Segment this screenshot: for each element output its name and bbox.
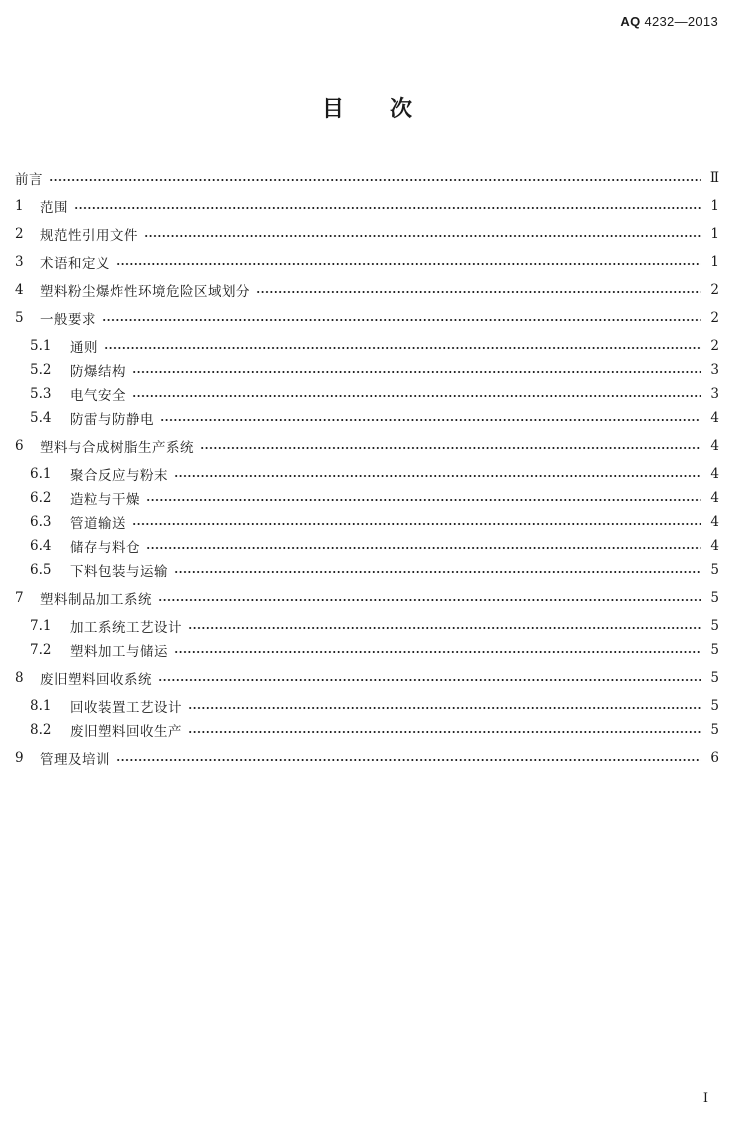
standard-number: 4232—2013 [644,14,718,29]
toc-entry-page: 1 [710,198,719,214]
toc-entry-text: 塑料粉尘爆炸性环境危险区域划分 [40,284,250,300]
toc-leader-dots [146,547,701,549]
toc-entry-text: 造粒与干燥 [70,492,140,508]
toc-entry-page: 3 [710,386,719,402]
toc-entry-text: 废旧塑料回收系统 [40,672,152,688]
toc-entry-text: 管理及培训 [40,752,110,768]
toc-entry[interactable] [15,280,719,300]
toc-leader-dots [158,599,701,601]
toc-entry[interactable] [15,436,719,456]
toc-entry-number: 3 [15,254,24,270]
toc-entry-page: 5 [710,670,719,686]
toc-entry[interactable] [15,252,719,272]
toc-entry-text: 管道输送 [70,516,126,532]
toc-entry-page: 5 [710,562,719,578]
toc-subentry[interactable] [30,384,719,404]
toc-leader-dots [146,499,701,501]
toc-entry-number: 7.1 [30,618,52,634]
toc-entry-text: 术语和定义 [40,256,110,272]
toc-leader-dots [104,347,701,349]
toc-entry-text: 加工系统工艺设计 [70,620,182,636]
toc-entry-page: 4 [710,538,719,554]
toc-subentry[interactable] [30,616,719,636]
toc-entry-number: 2 [15,226,24,242]
toc-entry-number: 8.2 [30,722,52,738]
toc-leader-dots [188,731,701,733]
toc-entry-number: 5 [15,310,24,326]
standard-code [620,14,718,29]
toc-leader-dots [132,371,701,373]
toc-subentry[interactable] [30,464,719,484]
toc-entry-number: 5.1 [30,338,52,354]
toc-entry-number: 1 [15,198,24,214]
toc-entry-text: 塑料与合成树脂生产系统 [40,440,194,456]
toc-entry-text: 下料包装与运输 [70,564,168,580]
toc-leader-dots [174,475,701,477]
toc-subentry[interactable] [30,488,719,508]
toc-subentry[interactable] [30,512,719,532]
toc-leader-dots [132,395,701,397]
toc-entry[interactable] [15,196,719,216]
toc-entry-text: 范围 [40,200,68,216]
toc-entry-page: 5 [710,722,719,738]
toc-subentry[interactable] [30,336,719,356]
toc-subentry[interactable] [30,640,719,660]
toc-entry-foreword[interactable] [15,168,719,188]
toc-entry-page: 4 [710,410,719,426]
toc-subentry[interactable] [30,720,719,740]
toc-entry-page: 2 [710,310,719,326]
toc-entry-page: 5 [710,590,719,606]
toc-subentry[interactable] [30,560,719,580]
page-folio: Ⅰ [702,1091,708,1106]
toc-entry-text: 塑料加工与储运 [70,644,168,660]
toc-title-part1: 目 [321,97,344,122]
toc-entry-text: 聚合反应与粉末 [70,468,168,484]
toc-entry-page: 4 [710,466,719,482]
toc-entry-text: 通则 [70,340,98,356]
toc-entry-text: 防雷与防静电 [70,412,154,428]
toc-title [0,92,734,123]
toc-leader-dots [116,263,701,265]
toc-leader-dots [49,179,701,181]
toc-entry-number: 6.4 [30,538,52,554]
toc-entry-number: 6.5 [30,562,52,578]
toc-entry-number: 5.4 [30,410,52,426]
toc-leader-dots [116,759,701,761]
toc-leader-dots [102,319,701,321]
toc-entry-page: 2 [710,338,719,354]
toc-leader-dots [144,235,701,237]
toc-entry-number: 6.3 [30,514,52,530]
standard-org: AQ [620,14,641,29]
toc-entry-number: 8.1 [30,698,52,714]
toc-entry-page: Ⅱ [709,170,719,186]
toc-leader-dots [174,651,701,653]
toc-entry-number: 5.3 [30,386,52,402]
toc-leader-dots [158,679,701,681]
toc-entry-number: 6.1 [30,466,52,482]
toc-entry-page: 5 [710,698,719,714]
toc-entry-page: 5 [710,618,719,634]
toc-entry[interactable] [15,668,719,688]
toc-entry-page: 5 [710,642,719,658]
toc-entry-text: 一般要求 [40,312,96,328]
toc-leader-dots [132,523,701,525]
toc-entry-page: 1 [710,254,719,270]
toc-leader-dots [200,447,701,449]
toc-entry-page: 3 [710,362,719,378]
toc-entry-text: 塑料制品加工系统 [40,592,152,608]
toc-entry-text: 回收装置工艺设计 [70,700,182,716]
toc-entry-page: 2 [710,282,719,298]
toc-entry-text: 规范性引用文件 [40,228,138,244]
toc-entry[interactable] [15,748,719,768]
toc-subentry[interactable] [30,360,719,380]
toc-subentry[interactable] [30,408,719,428]
toc-entry-number: 9 [15,750,24,766]
toc-leader-dots [188,707,701,709]
toc-title-part2: 次 [390,97,413,122]
toc-entry-page: 4 [710,438,719,454]
toc-entry-number: 6.2 [30,490,52,506]
toc-entry-text: 电气安全 [70,388,126,404]
toc-entry-number: 6 [15,438,24,454]
toc-entry[interactable] [15,308,719,328]
toc-entry-number: 7.2 [30,642,52,658]
toc-subentry[interactable] [30,696,719,716]
toc-entry-page: 6 [710,750,719,766]
toc-entry-page: 4 [710,490,719,506]
toc-entry-number: 8 [15,670,24,686]
toc-entry-text: 储存与料仓 [70,540,140,556]
toc-entry-number: 7 [15,590,24,606]
toc-leader-dots [188,627,701,629]
toc-leader-dots [74,207,701,209]
toc-entry-text: 防爆结构 [70,364,126,380]
toc-entry[interactable] [15,224,719,244]
toc-entry-number: 5.2 [30,362,52,378]
toc-entry-text: 废旧塑料回收生产 [70,724,182,740]
toc-leader-dots [160,419,701,421]
toc-entry-text: 前言 [15,172,43,188]
toc-leader-dots [256,291,701,293]
toc-entry-page: 1 [710,226,719,242]
toc-entry[interactable] [15,588,719,608]
toc-entry-page: 4 [710,514,719,530]
toc-entry-number: 4 [15,282,24,298]
toc-leader-dots [174,571,701,573]
toc-subentry[interactable] [30,536,719,556]
